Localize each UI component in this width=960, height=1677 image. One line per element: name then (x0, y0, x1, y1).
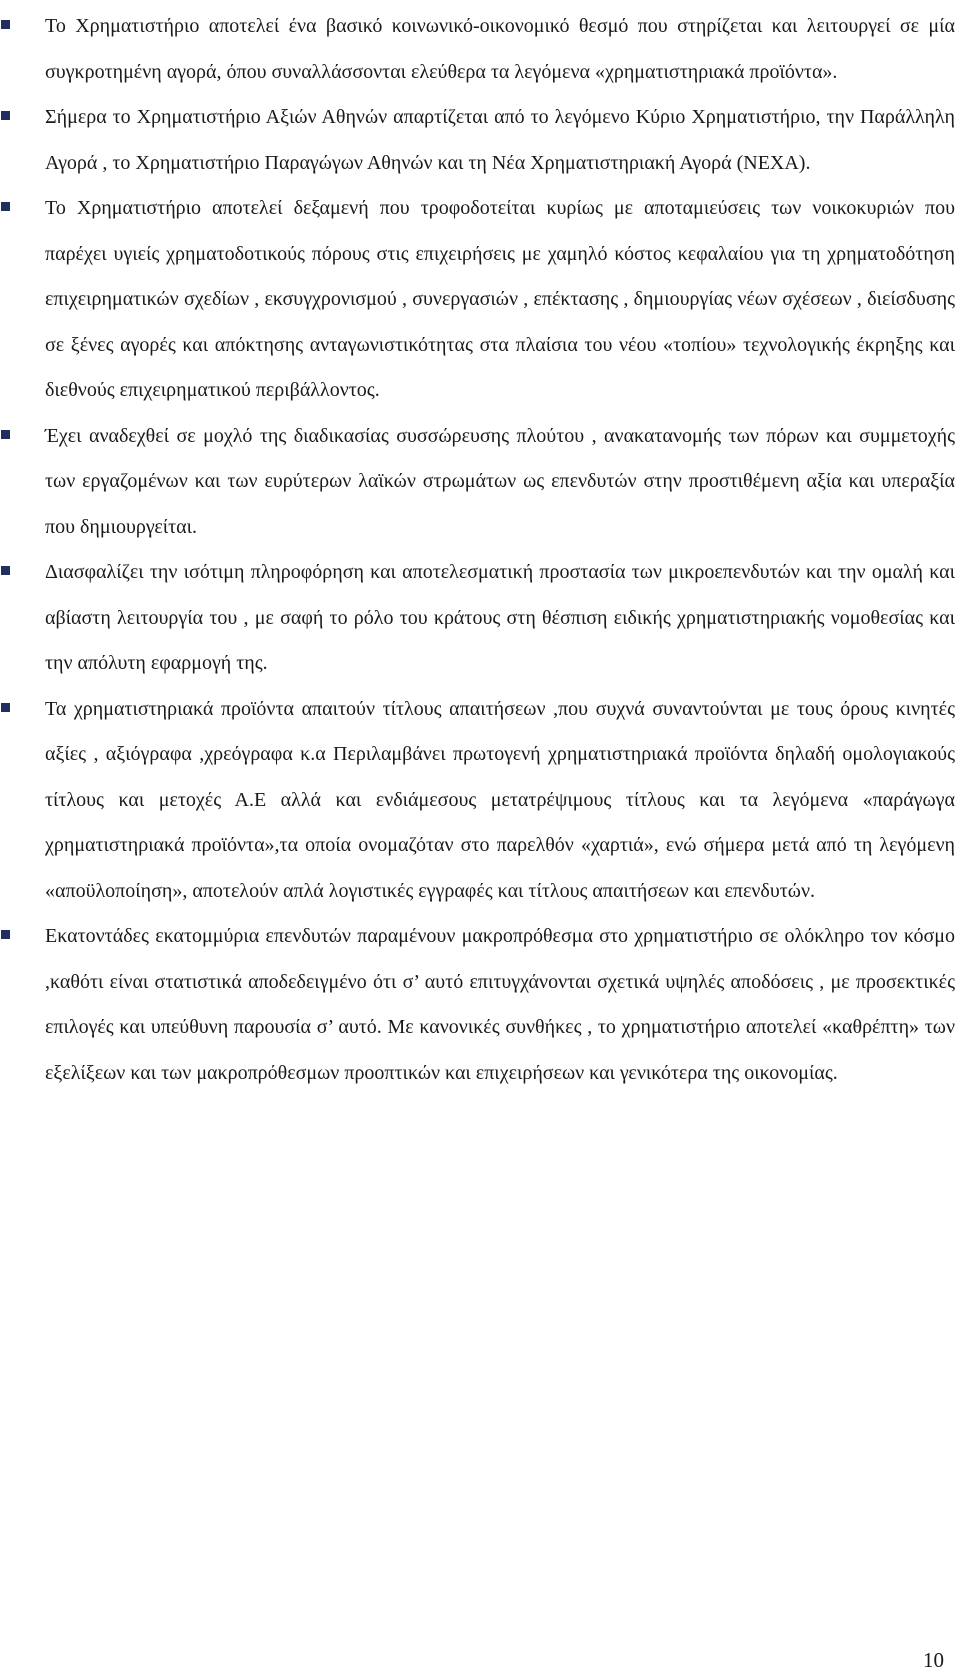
square-bullet-icon (1, 111, 10, 120)
square-bullet-icon (1, 430, 10, 439)
page-number: 10 (923, 1648, 944, 1672)
bullet-text: Τα χρηματιστηριακά προϊόντα απαιτούν τίτλους απαιτήσεων ,που συχνά συναντούνται με τους όρους κινητές αξίες , αξιόγραφα ,χρεόγραφα κ.α Περιλαμβάνει πρωτογενή χρηματιστηριακά προϊόντα δηλαδή ομολογιακούς τίτλους και μετοχές Α.Ε αλλά και ενδιάμεσους μετατρέψιμους τίτλους και τα λεγόμενα «παράγωγα χρηματιστηριακά προϊόντα»,τα οποία ονομαζόταν στο παρελθόν «χαρτιά», ενώ σήμερα μετά από τη λεγόμενη «αποϋλοποίηση», αποτελούν απλά λογιστικές εγγραφές και τίτλους απαιτήσεων και επενδυτών. (45, 697, 955, 902)
list-item (0, 186, 955, 414)
list-item (0, 414, 955, 551)
square-bullet-icon (1, 202, 10, 211)
bullet-text: Το Χρηματιστήριο αποτελεί δεξαμενή που τροφοδοτείται κυρίως με αποταμιεύσεις των νοικοκυριών που παρέχει υγιείς χρηματοδοτικούς πόρους στις επιχειρήσεις με χαμηλό κόστος κεφαλαίου για τη χρηματοδότηση επιχειρηματικών σχεδίων , εκσυγχρονισμού , συνεργασιών , επέκτασης , δημιουργίας νέων σχέσεων , διείσδυσης σε ξένες αγορές και απόκτησης ανταγωνιστικότητας στα πλαίσια του νέου «τοπίου» τεχνολογικής έκρηξης και διεθνούς επιχειρηματικού περιβάλλοντος. (45, 197, 955, 401)
bullet-text: Σήμερα το Χρηματιστήριο Αξιών Αθηνών απαρτίζεται από το λεγόμενο Κύριο Χρηματιστήριο, την Παράλληλη Αγορά , το Χρηματιστήριο Παραγώγων Αθηνών και τη Νέα Χρηματιστηριακή Αγορά (ΝΕΧΑ). (45, 106, 955, 174)
bullet-text: Εκατοντάδες εκατομμύρια επενδυτών παραμένουν μακροπρόθεσμα στο χρηματιστήριο σε ολόκληρο τον κόσμο ,καθότι είναι στατιστικά αποδεδειγμένο ότι σ’ αυτό επιτυγχάνονται σχετικά υψηλές αποδόσεις , με προσεκτικές επιλογές και υπεύθυνη παρουσία σ’ αυτό. Με κανονικές συνθήκες , το χρηματιστήριο αποτελεί «καθρέπτη» των εξελίξεων και των μακροπρόθεσμων προοπτικών και επιχειρήσεων και γενικότερα της οικονομίας. (45, 925, 955, 1084)
list-item (0, 4, 955, 95)
list-item (0, 914, 955, 1096)
list-item (0, 550, 955, 687)
bullet-text: Το Χρηματιστήριο αποτελεί ένα βασικό κοινωνικό-οικονομικό θεσμό που στηρίζεται και λειτουργεί σε μία συγκροτημένη αγορά, όπου συναλλάσσονται ελεύθερα τα λεγόμενα «χρηματιστηριακά προϊόντα». (45, 15, 955, 83)
list-item (0, 687, 955, 915)
square-bullet-icon (1, 703, 10, 712)
square-bullet-icon (1, 566, 10, 575)
bullet-list (0, 4, 960, 1096)
square-bullet-icon (1, 20, 10, 29)
bullet-text: Έχει αναδεχθεί σε μοχλό της διαδικασίας συσσώρευσης πλούτου , ανακατανομής των πόρων και συμμετοχής των εργαζομένων και των ευρύτερων λαϊκών στρωμάτων ως επενδυτών στην προστιθέμενη αξία και υπεραξία που δημιουργείται. (45, 424, 955, 538)
list-item (0, 95, 955, 186)
bullet-text: Διασφαλίζει την ισότιμη πληροφόρηση και αποτελεσματική προστασία των μικροεπενδυτών και την ομαλή και αβίαστη λειτουργία του , με σαφή το ρόλο του κράτους στη θέσπιση ειδικής χρηματιστηριακής νομοθεσίας και την απόλυτη εφαρμογή της. (45, 561, 955, 674)
square-bullet-icon (1, 930, 10, 939)
